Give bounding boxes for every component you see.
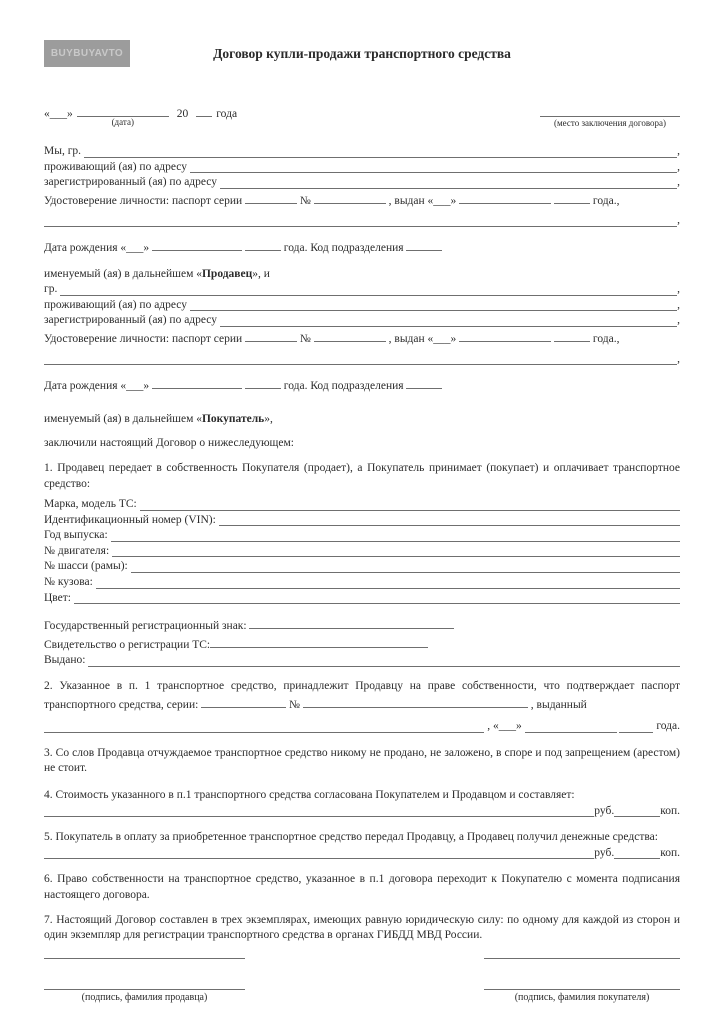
spacer bbox=[44, 606, 680, 616]
form-label: зарегистрированный (ая) по адресу bbox=[44, 176, 220, 189]
form-label: года. bbox=[653, 720, 680, 733]
blank-field bbox=[190, 160, 677, 173]
form-label: года., bbox=[590, 332, 620, 345]
form-line bbox=[44, 635, 680, 654]
blank-field bbox=[88, 654, 680, 667]
blank-field bbox=[554, 191, 590, 204]
form-label: № шасси (рамы): bbox=[44, 560, 131, 573]
form-label: Удостоверение личности: паспорт серии bbox=[44, 194, 246, 207]
blank-field bbox=[112, 544, 680, 557]
blank-field bbox=[459, 191, 551, 204]
form-body bbox=[44, 144, 680, 944]
date-blank-wrap bbox=[77, 104, 169, 127]
form-label: № bbox=[297, 194, 314, 207]
form-line bbox=[44, 376, 680, 395]
form-line bbox=[44, 528, 680, 544]
form-label: руб. bbox=[594, 846, 615, 859]
page-title: Договор купли-продажи транспортного средства bbox=[213, 46, 511, 61]
form-label: , выдан «___» bbox=[385, 332, 460, 345]
form-line bbox=[44, 436, 680, 452]
blank-field bbox=[459, 329, 551, 342]
place-line bbox=[540, 104, 680, 134]
form-label: коп. bbox=[660, 846, 680, 859]
form-label: именуемый (ая) в дальнейшем « bbox=[44, 267, 202, 280]
spacer bbox=[44, 395, 680, 412]
blank-field bbox=[614, 846, 660, 859]
blank-field bbox=[249, 616, 454, 629]
spacer bbox=[44, 777, 680, 788]
buyer-signature-block bbox=[484, 958, 680, 1003]
paragraph: 1. Продавец передает в собственность Покупателя (продает), а Покупатель принимает (покупает) и оплачивает транспортное средство: bbox=[44, 461, 680, 490]
form-line bbox=[44, 412, 680, 428]
spacer bbox=[44, 861, 680, 872]
form-label: , bbox=[677, 314, 680, 327]
form-line bbox=[44, 653, 680, 669]
form-label: № bbox=[297, 332, 314, 345]
blank-field bbox=[44, 720, 484, 733]
form-line bbox=[44, 191, 680, 210]
blank-field bbox=[406, 238, 442, 251]
blank-field bbox=[201, 695, 286, 708]
form-line bbox=[44, 846, 680, 862]
blank-field bbox=[554, 329, 590, 342]
form-label: Свидетельство о регистрации ТС: bbox=[44, 638, 211, 651]
blank-field bbox=[303, 695, 528, 708]
buyer-name-line bbox=[484, 958, 680, 959]
form-label: Цвет: bbox=[44, 591, 74, 604]
form-label: Государственный регистрационный знак: bbox=[44, 620, 250, 633]
form-label: руб. bbox=[594, 804, 615, 817]
form-line bbox=[44, 575, 680, 591]
form-line bbox=[44, 513, 680, 529]
paragraph: 3. Со слов Продавца отчуждаемое транспортное средство никому не продано, не заложено, в споре и под запрещением (арестом) не стоит. bbox=[44, 746, 680, 775]
form-label: , bbox=[677, 352, 680, 365]
blank-field bbox=[111, 529, 680, 542]
form-line bbox=[44, 282, 680, 298]
form-label: заключили настоящий Договор о нижеследующем: bbox=[44, 437, 294, 450]
buyer-signature-line bbox=[484, 989, 680, 990]
blank-field bbox=[220, 314, 677, 327]
blank-field bbox=[84, 145, 677, 158]
seller-name-line bbox=[44, 958, 245, 959]
form-label: 2. Указанное в п. 1 транспортное средство, принадлежит Продавцу на праве собственности, что подтверждает паспорт транспортного средства, серии: bbox=[44, 680, 680, 711]
form-label: », bbox=[264, 412, 273, 425]
blank-field bbox=[314, 191, 386, 204]
blank-field bbox=[44, 804, 594, 817]
form-label: Год выпуска: bbox=[44, 529, 111, 542]
form-label: № кузова: bbox=[44, 576, 96, 589]
blank-field bbox=[60, 283, 677, 296]
spacer bbox=[44, 819, 680, 830]
form-label: Удостоверение личности: паспорт серии bbox=[44, 332, 246, 345]
form-label: , «___» bbox=[484, 720, 525, 733]
form-line bbox=[44, 298, 680, 314]
form-label: года., bbox=[590, 194, 620, 207]
form-line bbox=[44, 238, 680, 257]
blank-field bbox=[245, 238, 281, 251]
spacer bbox=[44, 427, 680, 436]
signature-section bbox=[44, 958, 680, 1003]
form-line bbox=[44, 213, 680, 229]
blank-field bbox=[152, 376, 242, 389]
form-label: Дата рождения «___» bbox=[44, 380, 153, 393]
form-label: Марка, модель ТС: bbox=[44, 498, 140, 511]
form-label: Мы, гр. bbox=[44, 145, 84, 157]
century-label: 20 bbox=[176, 108, 189, 120]
place-blank-field bbox=[540, 104, 680, 117]
form-line bbox=[44, 591, 680, 607]
blank-field bbox=[245, 191, 297, 204]
page-header bbox=[44, 38, 680, 74]
form-label: , выдан «___» bbox=[385, 194, 460, 207]
paragraph-with-blanks bbox=[44, 679, 680, 713]
form-line bbox=[44, 160, 680, 176]
blank-field bbox=[245, 376, 281, 389]
form-label: , bbox=[677, 145, 680, 157]
form-label: , bbox=[677, 283, 680, 296]
spacer bbox=[44, 257, 680, 267]
form-label: Идентификационный номер (VIN): bbox=[44, 513, 219, 526]
form-line bbox=[44, 616, 680, 635]
blank-field bbox=[614, 804, 660, 817]
blank-field bbox=[131, 560, 680, 573]
form-label: именуемый (ая) в дальнейшем « bbox=[44, 412, 202, 425]
date-caption: (дата) bbox=[111, 117, 134, 127]
blank-field bbox=[44, 214, 677, 227]
blank-field bbox=[314, 329, 386, 342]
paragraph: 4. Стоимость указанного в п.1 транспортного средства согласована Покупателем и Продавцом и составляет: bbox=[44, 789, 575, 801]
form-label: Выдано: bbox=[44, 654, 89, 667]
spacer bbox=[44, 452, 680, 461]
spacer bbox=[44, 669, 680, 679]
form-label: Дата рождения «___» bbox=[44, 241, 153, 254]
form-line bbox=[44, 329, 680, 348]
form-line bbox=[44, 497, 680, 513]
place-caption: (место заключения договора) bbox=[553, 118, 667, 128]
blank-field bbox=[619, 720, 653, 733]
form-line bbox=[44, 313, 680, 329]
form-line bbox=[44, 267, 680, 283]
date-line bbox=[44, 104, 241, 127]
blank-field bbox=[220, 176, 677, 189]
form-line bbox=[44, 352, 680, 368]
year-blank-field bbox=[196, 104, 212, 117]
form-line bbox=[44, 719, 680, 735]
paragraph: 7. Настоящий Договор составлен в трех экземплярах, имеющих равную юридическую силу: по одному для каждой из сторон и один экземпляр для регистрации транспортного средства в органах ГИБДД МВД России. bbox=[44, 913, 680, 942]
form-label: года. Код подразделения bbox=[280, 241, 407, 254]
date-blank-field bbox=[77, 104, 169, 117]
form-label: , выданный bbox=[527, 698, 587, 711]
buybuyavto-logo: BUYBUYAVTO bbox=[44, 40, 130, 67]
seller-signature-line bbox=[44, 989, 245, 990]
spacer bbox=[44, 367, 680, 376]
blank-field bbox=[245, 329, 297, 342]
form-label: проживающий (ая) по адресу bbox=[44, 160, 190, 173]
blank-field bbox=[74, 591, 680, 604]
buyer-signature-caption: (подпись, фамилия покупателя) bbox=[514, 991, 650, 1003]
blank-field bbox=[152, 238, 242, 251]
form-label: года. Код подразделения bbox=[280, 380, 407, 393]
year-word: года bbox=[216, 108, 238, 120]
form-line bbox=[44, 559, 680, 575]
day-quotes: «___» bbox=[44, 108, 73, 120]
form-line bbox=[44, 144, 680, 160]
blank-field bbox=[44, 352, 677, 365]
blank-field bbox=[219, 513, 680, 526]
blank-field bbox=[210, 635, 428, 648]
paragraph: 5. Покупатель в оплату за приобретенное транспортное средство передал Продавцу, а Продавец получил денежные средства: bbox=[44, 831, 658, 844]
blank-field bbox=[190, 298, 677, 311]
form-label: Продавец bbox=[201, 267, 253, 280]
form-label: , bbox=[677, 298, 680, 311]
blank-field bbox=[44, 846, 594, 859]
form-line bbox=[44, 544, 680, 560]
paragraph: 6. Право собственности на транспортное средство, указанное в п.1 договора переходит к Покупателю с момента подписания настоящего договора. bbox=[44, 873, 680, 901]
blank-field bbox=[140, 498, 680, 511]
form-label: № двигателя: bbox=[44, 544, 113, 557]
form-label: , bbox=[677, 176, 680, 189]
spacer bbox=[44, 229, 680, 238]
form-label: зарегистрированный (ая) по адресу bbox=[44, 314, 220, 327]
date-place-row bbox=[44, 104, 680, 134]
form-label: коп. bbox=[660, 804, 680, 817]
blank-field bbox=[96, 576, 680, 589]
form-label: Покупатель bbox=[201, 412, 265, 425]
form-label: гр. bbox=[44, 283, 61, 296]
form-label: № bbox=[286, 698, 303, 711]
spacer bbox=[44, 904, 680, 913]
blank-field bbox=[525, 720, 617, 733]
form-label: , bbox=[677, 214, 680, 227]
seller-signature-block bbox=[44, 958, 245, 1003]
seller-signature-caption: (подпись, фамилия продавца) bbox=[81, 991, 208, 1003]
form-line bbox=[44, 804, 680, 820]
form-label: , bbox=[677, 160, 680, 173]
spacer bbox=[44, 735, 680, 746]
form-line bbox=[44, 175, 680, 191]
form-label: проживающий (ая) по адресу bbox=[44, 298, 190, 311]
form-label: », и bbox=[252, 267, 270, 280]
blank-field bbox=[406, 376, 442, 389]
